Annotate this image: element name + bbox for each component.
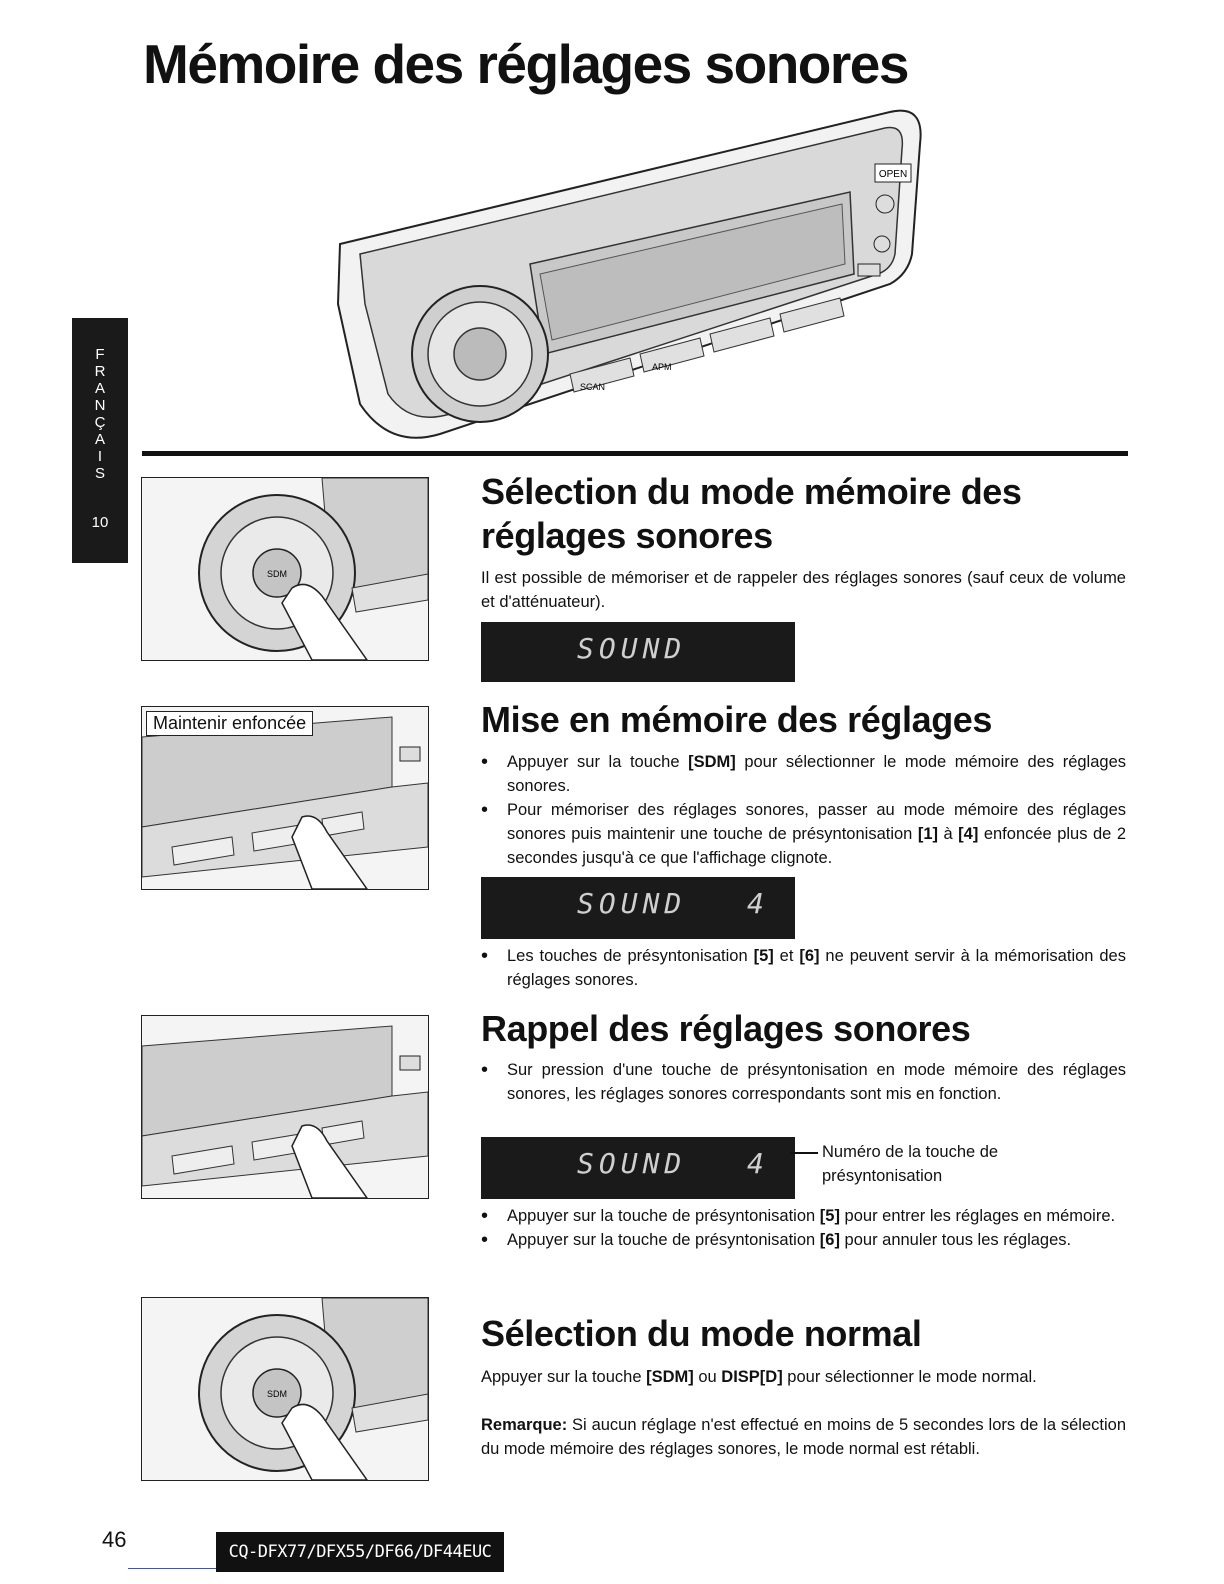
sdm-normal-illustration — [141, 1297, 429, 1481]
section-title-recall: Rappel des réglages sonores — [481, 1008, 971, 1049]
list-item: • Les touches de présyntonisation [5] et [6] ne peuvent servir à la mémorisation des réglages sonores. — [481, 944, 1126, 992]
recall-more-bullets — [481, 1204, 1126, 1252]
lcd-text: SOUND — [577, 887, 687, 920]
list-item: • Sur pression d'une touche de présyntonisation en mode mémoire des réglages sonores, les réglages sonores correspondants sont mis en fonction. — [481, 1058, 1126, 1106]
lcd-preset-number: 4 — [747, 887, 769, 920]
lcd-text: SOUND — [577, 1147, 687, 1180]
side-tab-letter: N — [94, 397, 106, 414]
page-number: 46 — [102, 1527, 127, 1552]
side-tab-letter: R — [94, 363, 106, 380]
section-title-normal: Sélection du mode normal — [481, 1313, 922, 1354]
list-item: • Appuyer sur la touche de présyntonisation [6] pour annuler tous les réglages. — [481, 1228, 1126, 1252]
preset-number-callout: Numéro de la touche de présyntonisation — [822, 1143, 999, 1185]
section-title-select-mode: Sélection du mode mémoire des réglages sonores — [481, 471, 1022, 556]
select-mode-body: Il est possible de mémoriser et de rappeler des réglages sonores (sauf ceux de volume et d'atténuateur). — [481, 569, 1126, 611]
scan-button-label: SCAN — [580, 382, 606, 392]
language-side-tab — [72, 318, 128, 563]
callout-line — [790, 1152, 818, 1154]
lcd-display-sound — [481, 622, 795, 682]
list-item: • Pour mémoriser des réglages sonores, passer au mode mémoire des réglages sonores puis maintenir une touche de présyntonisation [1] à [4] enfoncée plus de 2 secondes jusqu'à ce que l'affichage clignote. — [481, 798, 1126, 870]
section-divider — [142, 451, 1128, 456]
side-tab-number: 10 — [91, 514, 109, 531]
store-bullets — [481, 750, 1126, 870]
hold-label: Maintenir enfoncée — [146, 711, 313, 736]
side-tab-letter: I — [97, 448, 103, 465]
store-note-bullets — [481, 944, 1126, 992]
side-tab-letter: A — [94, 431, 105, 448]
lcd-display-recall — [481, 1137, 795, 1199]
open-button-label: OPEN — [878, 169, 908, 180]
sdm-key-label: SDM — [267, 569, 287, 579]
side-tab-letter: F — [95, 346, 105, 363]
side-tab-letter: A — [94, 380, 105, 397]
lcd-display-sound-4 — [481, 877, 795, 939]
side-tab-letter: S — [94, 465, 105, 482]
footer-rule — [128, 1568, 216, 1569]
page-title: Mémoire des réglages sonores — [143, 33, 908, 95]
list-item: • Appuyer sur la touche de présyntonisation [5] pour entrer les réglages en mémoire. — [481, 1204, 1126, 1228]
model-number-bar: CQ-DFX77/DFX55/DF66/DF44EUC — [216, 1532, 504, 1572]
apm-button-label: APM — [652, 362, 672, 372]
sdm-press-illustration — [141, 477, 429, 661]
sdm-key-label: SDM — [267, 1389, 287, 1399]
normal-remark: Remarque: Si aucun réglage n'est effectué en moins de 5 secondes lors de la sélection du mode mémoire des réglages sonores, le mode normal est rétabli. — [481, 1416, 1126, 1458]
preset-recall-illustration — [141, 1015, 429, 1199]
lcd-preset-number: 4 — [747, 1147, 769, 1180]
normal-body: Appuyer sur la touche [SDM] ou DISP[D] pour sélectionner le mode normal. — [481, 1368, 1037, 1386]
list-item: • Appuyer sur la touche [SDM] pour sélectionner le mode mémoire des réglages sonores. — [481, 750, 1126, 798]
side-tab-letter: Ç — [94, 414, 106, 431]
lcd-text: SOUND — [577, 632, 687, 665]
section-title-store: Mise en mémoire des réglages — [481, 699, 993, 740]
stereo-faceplate-illustration — [330, 104, 930, 444]
recall-bullets — [481, 1058, 1126, 1106]
